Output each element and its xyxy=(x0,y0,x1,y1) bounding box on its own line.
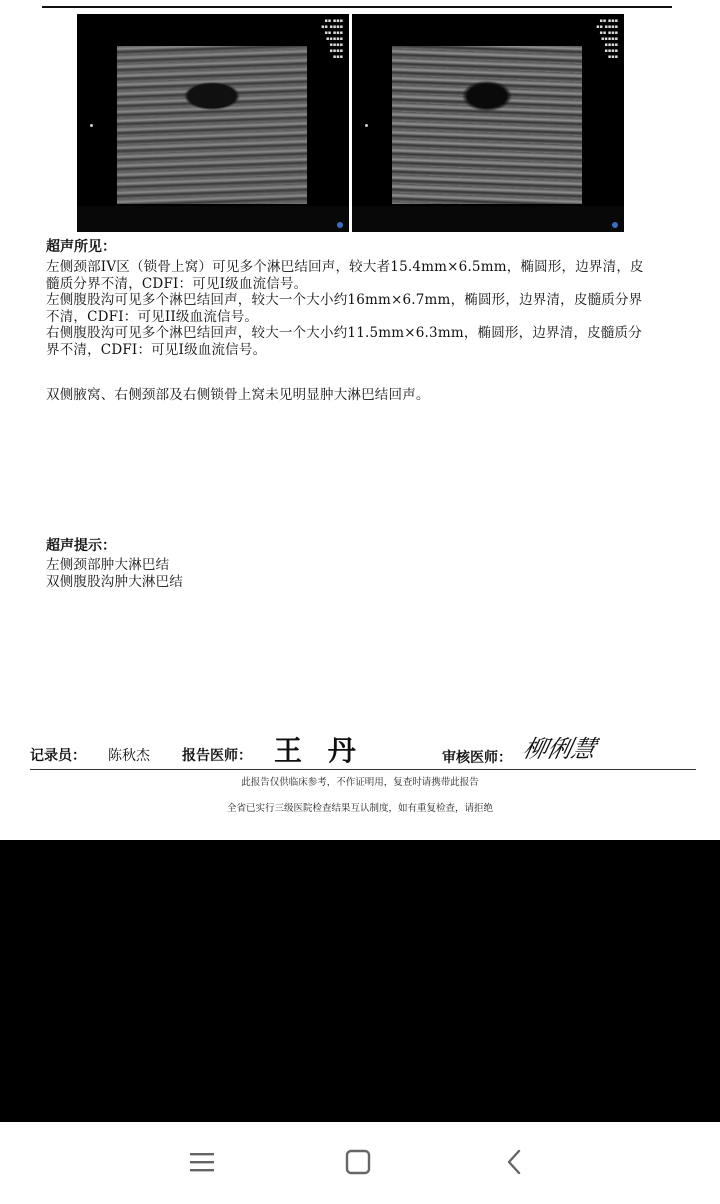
back-icon xyxy=(504,1148,524,1176)
findings-line: 界不清，CDFI：可见I级血流信号。 xyxy=(46,341,267,358)
reviewer-signature: 柳俐慧 xyxy=(520,735,599,763)
ultrasound-image-right xyxy=(352,14,624,232)
ultrasound-scan xyxy=(117,46,307,204)
conclusion-title: 超声提示： xyxy=(46,538,116,554)
findings-line: 不清，CDFI：可见II级血流信号。 xyxy=(46,308,259,325)
ultrasound-image-left xyxy=(77,14,349,232)
reporter-signature: 王 丹 xyxy=(274,734,364,767)
empty-viewport-area xyxy=(0,840,720,1122)
conclusion-text xyxy=(46,557,658,590)
findings-title: 超声所见： xyxy=(46,239,116,255)
findings-line: 右侧腹股沟可见多个淋巴结回声，较大一个大小约11.5mm×6.3mm，椭圆形，边界清，皮髓质分 xyxy=(46,325,642,341)
findings-line: 左侧颈部IV区（锁骨上窝）可见多个淋巴结回声，较大者15.4mm×6.5mm，椭圆形，边界清，皮 xyxy=(46,259,644,275)
scan-parameters: ▪▪ ▪▪▪ ▪▪ ▪▪▪▪ ▪▪ ▪▪▪ ▪▪▪▪▪ ▪▪▪▪ ▪▪▪▪ ▪▪▪ xyxy=(596,18,618,60)
ultrasound-scan xyxy=(392,46,582,204)
findings-line: 髓质分界不清，CDFI：可见I级血流信号。 xyxy=(46,275,308,292)
findings-line: 左侧腹股沟可见多个淋巴结回声，较大一个大小约16mm×6.7mm，椭圆形，边界清，皮髓质分界 xyxy=(46,292,643,308)
system-navigation-bar xyxy=(0,1122,720,1204)
home-button[interactable] xyxy=(328,1142,388,1182)
reviewer-label: 审核医师： xyxy=(442,750,512,766)
scan-parameters: ▪▪ ▪▪▪ ▪▪ ▪▪▪▪ ▪▪ ▪▪▪ ▪▪▪▪▪ ▪▪▪▪ ▪▪▪▪ ▪▪▪ xyxy=(321,18,343,60)
footer-note-2: 全省已实行三级医院检查结果互认制度，如有重复检查，请拒绝 xyxy=(226,803,493,814)
signature-rule xyxy=(30,769,696,770)
home-icon xyxy=(344,1148,372,1176)
conclusion-line: 双侧腹股沟肿大淋巴结 xyxy=(46,573,183,590)
back-button[interactable] xyxy=(484,1142,544,1182)
reporter-label: 报告医师： xyxy=(182,748,252,764)
footer-note-1: 此报告仅供临床参考，不作证明用，复查时请携带此报告 xyxy=(241,777,479,788)
conclusion-line: 左侧颈部肿大淋巴结 xyxy=(46,557,170,573)
recent-apps-button[interactable] xyxy=(172,1142,232,1182)
findings-extra: 双侧腋窝、右侧颈部及右侧锁骨上窝未见明显肿大淋巴结回声。 xyxy=(46,387,430,403)
recorder-name: 陈秋杰 xyxy=(108,748,150,764)
findings-text xyxy=(46,259,658,358)
recent-apps-icon xyxy=(189,1150,215,1174)
report-top-rule xyxy=(42,6,672,8)
recorder-label: 记录员： xyxy=(30,748,86,764)
